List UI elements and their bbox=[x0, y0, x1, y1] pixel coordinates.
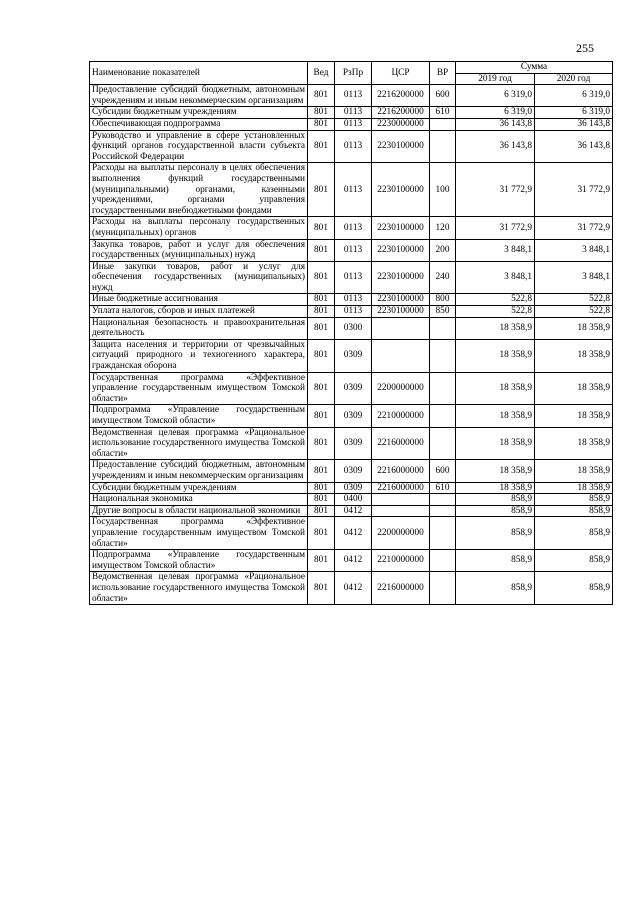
row-sum-2019: 6 319,0 bbox=[456, 85, 535, 107]
row-name: Расходы на выплаты персоналу государственных (муниципальных) органов bbox=[90, 217, 308, 239]
row-csr bbox=[372, 494, 430, 506]
row-vr: 800 bbox=[430, 294, 456, 306]
row-name: Предоставление субсидий бюджетным, автономным учреждениям и иным некоммерческим организациям bbox=[90, 85, 308, 107]
row-ved: 801 bbox=[308, 163, 335, 217]
row-ved: 801 bbox=[308, 505, 335, 517]
row-name: Ведомственная целевая программа «Рациональное использование государственного имущества Томской области» bbox=[90, 427, 308, 460]
row-vr: 100 bbox=[430, 163, 456, 217]
header-sum: Сумма bbox=[456, 62, 613, 74]
row-name: Руководство и управление в сфере установленных функций органов государственной власти субъекта Российской Федерации bbox=[90, 130, 308, 163]
row-vr bbox=[430, 505, 456, 517]
table-row bbox=[90, 85, 613, 107]
row-name: Государственная программа «Эффективное управление государственным имуществом Томской области» bbox=[90, 372, 308, 405]
row-rzpr: 0309 bbox=[335, 405, 372, 427]
table-row bbox=[90, 339, 613, 372]
row-rzpr: 0412 bbox=[335, 517, 372, 550]
page-number: 255 bbox=[576, 41, 594, 55]
row-vr bbox=[430, 550, 456, 572]
table-row bbox=[90, 239, 613, 261]
row-ved: 801 bbox=[308, 261, 335, 294]
row-ved: 801 bbox=[308, 130, 335, 163]
row-ved: 801 bbox=[308, 107, 335, 119]
row-vr bbox=[430, 317, 456, 339]
table-row bbox=[90, 550, 613, 572]
row-name: Субсидии бюджетным учреждениям bbox=[90, 107, 308, 119]
row-sum-2020: 858,9 bbox=[535, 505, 613, 517]
row-sum-2019: 31 772,9 bbox=[456, 217, 535, 239]
row-name: Обеспечивающая подпрограмма bbox=[90, 118, 308, 130]
row-sum-2020: 36 143,8 bbox=[535, 118, 613, 130]
row-rzpr: 0412 bbox=[335, 550, 372, 572]
row-csr: 2230100000 bbox=[372, 239, 430, 261]
row-name: Подпрограмма «Управление государственным имуществом Томской области» bbox=[90, 550, 308, 572]
row-rzpr: 0113 bbox=[335, 85, 372, 107]
row-vr bbox=[430, 130, 456, 163]
table-row bbox=[90, 118, 613, 130]
row-rzpr: 0113 bbox=[335, 217, 372, 239]
row-sum-2020: 18 358,9 bbox=[535, 317, 613, 339]
header-vr: ВР bbox=[430, 62, 456, 85]
row-sum-2020: 18 358,9 bbox=[535, 427, 613, 460]
row-sum-2019: 858,9 bbox=[456, 517, 535, 550]
row-rzpr: 0300 bbox=[335, 317, 372, 339]
row-name: Защита населения и территории от чрезвычайных ситуаций природного и техногенного характера, гражданская оборона bbox=[90, 339, 308, 372]
row-sum-2020: 522,8 bbox=[535, 294, 613, 306]
row-ved: 801 bbox=[308, 294, 335, 306]
row-sum-2020: 31 772,9 bbox=[535, 217, 613, 239]
row-ved: 801 bbox=[308, 460, 335, 482]
row-csr: 2210000000 bbox=[372, 550, 430, 572]
row-sum-2020: 6 319,0 bbox=[535, 107, 613, 119]
row-name: Подпрограмма «Управление государственным имуществом Томской области» bbox=[90, 405, 308, 427]
row-rzpr: 0113 bbox=[335, 261, 372, 294]
row-ved: 801 bbox=[308, 317, 335, 339]
row-ved: 801 bbox=[308, 118, 335, 130]
row-sum-2020: 18 358,9 bbox=[535, 372, 613, 405]
row-rzpr: 0113 bbox=[335, 239, 372, 261]
row-rzpr: 0400 bbox=[335, 494, 372, 506]
table-row bbox=[90, 306, 613, 318]
row-ved: 801 bbox=[308, 339, 335, 372]
row-vr: 610 bbox=[430, 107, 456, 119]
row-sum-2020: 858,9 bbox=[535, 517, 613, 550]
row-csr: 2230100000 bbox=[372, 217, 430, 239]
table-row bbox=[90, 505, 613, 517]
row-sum-2020: 858,9 bbox=[535, 494, 613, 506]
table-row bbox=[90, 517, 613, 550]
row-vr bbox=[430, 372, 456, 405]
row-sum-2019: 36 143,8 bbox=[456, 130, 535, 163]
row-sum-2019: 18 358,9 bbox=[456, 482, 535, 494]
row-rzpr: 0113 bbox=[335, 107, 372, 119]
row-ved: 801 bbox=[308, 517, 335, 550]
table-row bbox=[90, 130, 613, 163]
table-row bbox=[90, 217, 613, 239]
row-ved: 801 bbox=[308, 550, 335, 572]
row-rzpr: 0309 bbox=[335, 482, 372, 494]
row-vr: 240 bbox=[430, 261, 456, 294]
table-row bbox=[90, 405, 613, 427]
table-row bbox=[90, 482, 613, 494]
row-vr bbox=[430, 118, 456, 130]
row-sum-2019: 18 358,9 bbox=[456, 372, 535, 405]
row-vr: 610 bbox=[430, 482, 456, 494]
row-sum-2019: 18 358,9 bbox=[456, 460, 535, 482]
row-ved: 801 bbox=[308, 306, 335, 318]
row-sum-2020: 31 772,9 bbox=[535, 163, 613, 217]
row-sum-2019: 18 358,9 bbox=[456, 317, 535, 339]
row-sum-2019: 3 848,1 bbox=[456, 261, 535, 294]
row-name: Ведомственная целевая программа «Рациональное использование государственного имущества Томской области» bbox=[90, 572, 308, 605]
row-rzpr: 0412 bbox=[335, 572, 372, 605]
table-row bbox=[90, 107, 613, 119]
row-sum-2019: 858,9 bbox=[456, 572, 535, 605]
row-sum-2019: 18 358,9 bbox=[456, 339, 535, 372]
row-csr bbox=[372, 339, 430, 372]
table-row bbox=[90, 572, 613, 605]
row-sum-2019: 858,9 bbox=[456, 550, 535, 572]
row-name: Другие вопросы в области национальной экономики bbox=[90, 505, 308, 517]
row-sum-2020: 18 358,9 bbox=[535, 405, 613, 427]
row-ved: 801 bbox=[308, 482, 335, 494]
row-sum-2020: 522,8 bbox=[535, 306, 613, 318]
row-csr: 2216200000 bbox=[372, 107, 430, 119]
table-row bbox=[90, 294, 613, 306]
row-vr: 850 bbox=[430, 306, 456, 318]
row-sum-2019: 522,8 bbox=[456, 294, 535, 306]
table-row bbox=[90, 494, 613, 506]
row-csr bbox=[372, 505, 430, 517]
row-ved: 801 bbox=[308, 572, 335, 605]
table-row bbox=[90, 317, 613, 339]
row-name: Закупка товаров, работ и услуг для обеспечения государственных (муниципальных) нужд bbox=[90, 239, 308, 261]
table-header bbox=[90, 62, 613, 85]
row-csr bbox=[372, 317, 430, 339]
row-vr bbox=[430, 572, 456, 605]
row-sum-2020: 3 848,1 bbox=[535, 239, 613, 261]
header-csr: ЦСР bbox=[372, 62, 430, 85]
row-name: Уплата налогов, сборов и иных платежей bbox=[90, 306, 308, 318]
header-ved: Вед bbox=[308, 62, 335, 85]
table-row bbox=[90, 427, 613, 460]
row-rzpr: 0309 bbox=[335, 460, 372, 482]
row-sum-2019: 36 143,8 bbox=[456, 118, 535, 130]
table-row bbox=[90, 460, 613, 482]
row-sum-2020: 6 319,0 bbox=[535, 85, 613, 107]
header-rzpr: РзПр bbox=[335, 62, 372, 85]
row-rzpr: 0309 bbox=[335, 427, 372, 460]
row-sum-2019: 6 319,0 bbox=[456, 107, 535, 119]
row-vr bbox=[430, 405, 456, 427]
row-csr: 2200000000 bbox=[372, 517, 430, 550]
table-row bbox=[90, 372, 613, 405]
row-vr: 200 bbox=[430, 239, 456, 261]
row-sum-2019: 522,8 bbox=[456, 306, 535, 318]
row-name: Национальная безопасность и правоохранительная деятельность bbox=[90, 317, 308, 339]
row-csr: 2230000000 bbox=[372, 118, 430, 130]
table-body bbox=[90, 85, 613, 605]
row-vr: 120 bbox=[430, 217, 456, 239]
row-vr bbox=[430, 494, 456, 506]
row-rzpr: 0309 bbox=[335, 339, 372, 372]
header-2020: 2020 год bbox=[535, 73, 613, 85]
row-ved: 801 bbox=[308, 217, 335, 239]
row-sum-2020: 3 848,1 bbox=[535, 261, 613, 294]
row-rzpr: 0113 bbox=[335, 163, 372, 217]
row-ved: 801 bbox=[308, 405, 335, 427]
row-csr: 2200000000 bbox=[372, 372, 430, 405]
row-ved: 801 bbox=[308, 494, 335, 506]
header-name: Наименование показателей bbox=[90, 62, 308, 85]
row-csr: 2230100000 bbox=[372, 261, 430, 294]
row-csr: 2230100000 bbox=[372, 163, 430, 217]
row-ved: 801 bbox=[308, 85, 335, 107]
row-vr bbox=[430, 517, 456, 550]
table-row bbox=[90, 163, 613, 217]
row-rzpr: 0309 bbox=[335, 372, 372, 405]
row-sum-2019: 31 772,9 bbox=[456, 163, 535, 217]
table-row bbox=[90, 261, 613, 294]
row-vr bbox=[430, 339, 456, 372]
row-sum-2020: 36 143,8 bbox=[535, 130, 613, 163]
row-rzpr: 0412 bbox=[335, 505, 372, 517]
budget-table bbox=[89, 61, 613, 605]
row-csr: 2216000000 bbox=[372, 572, 430, 605]
row-csr: 2230100000 bbox=[372, 306, 430, 318]
row-sum-2020: 18 358,9 bbox=[535, 482, 613, 494]
row-sum-2020: 858,9 bbox=[535, 572, 613, 605]
row-name: Национальная экономика bbox=[90, 494, 308, 506]
row-ved: 801 bbox=[308, 239, 335, 261]
row-name: Иные закупки товаров, работ и услуг для обеспечения государственных (муниципальных) нужд bbox=[90, 261, 308, 294]
row-csr: 2230100000 bbox=[372, 294, 430, 306]
row-name: Государственная программа «Эффективное управление государственным имуществом Томской области» bbox=[90, 517, 308, 550]
row-vr bbox=[430, 427, 456, 460]
row-vr: 600 bbox=[430, 85, 456, 107]
row-csr: 2216000000 bbox=[372, 460, 430, 482]
row-sum-2019: 3 848,1 bbox=[456, 239, 535, 261]
header-2019: 2019 год bbox=[456, 73, 535, 85]
row-sum-2019: 858,9 bbox=[456, 494, 535, 506]
row-sum-2019: 18 358,9 bbox=[456, 405, 535, 427]
row-rzpr: 0113 bbox=[335, 306, 372, 318]
row-sum-2020: 18 358,9 bbox=[535, 339, 613, 372]
row-rzpr: 0113 bbox=[335, 118, 372, 130]
row-name: Субсидии бюджетным учреждениям bbox=[90, 482, 308, 494]
row-rzpr: 0113 bbox=[335, 294, 372, 306]
row-sum-2019: 858,9 bbox=[456, 505, 535, 517]
row-ved: 801 bbox=[308, 427, 335, 460]
row-name: Расходы на выплаты персоналу в целях обеспечения выполнения функций государственными (муниципальными) органами, казенными учреждениями, органами управления государственными внебюджетными фондами bbox=[90, 163, 308, 217]
row-sum-2020: 858,9 bbox=[535, 550, 613, 572]
row-csr: 2210000000 bbox=[372, 405, 430, 427]
row-csr: 2216000000 bbox=[372, 482, 430, 494]
row-ved: 801 bbox=[308, 372, 335, 405]
row-csr: 2230100000 bbox=[372, 130, 430, 163]
row-vr: 600 bbox=[430, 460, 456, 482]
row-sum-2019: 18 358,9 bbox=[456, 427, 535, 460]
row-csr: 2216200000 bbox=[372, 85, 430, 107]
row-csr: 2216000000 bbox=[372, 427, 430, 460]
row-name: Предоставление субсидий бюджетным, автономным учреждениям и иным некоммерческим организациям bbox=[90, 460, 308, 482]
row-rzpr: 0113 bbox=[335, 130, 372, 163]
row-name: Иные бюджетные ассигнования bbox=[90, 294, 308, 306]
row-sum-2020: 18 358,9 bbox=[535, 460, 613, 482]
